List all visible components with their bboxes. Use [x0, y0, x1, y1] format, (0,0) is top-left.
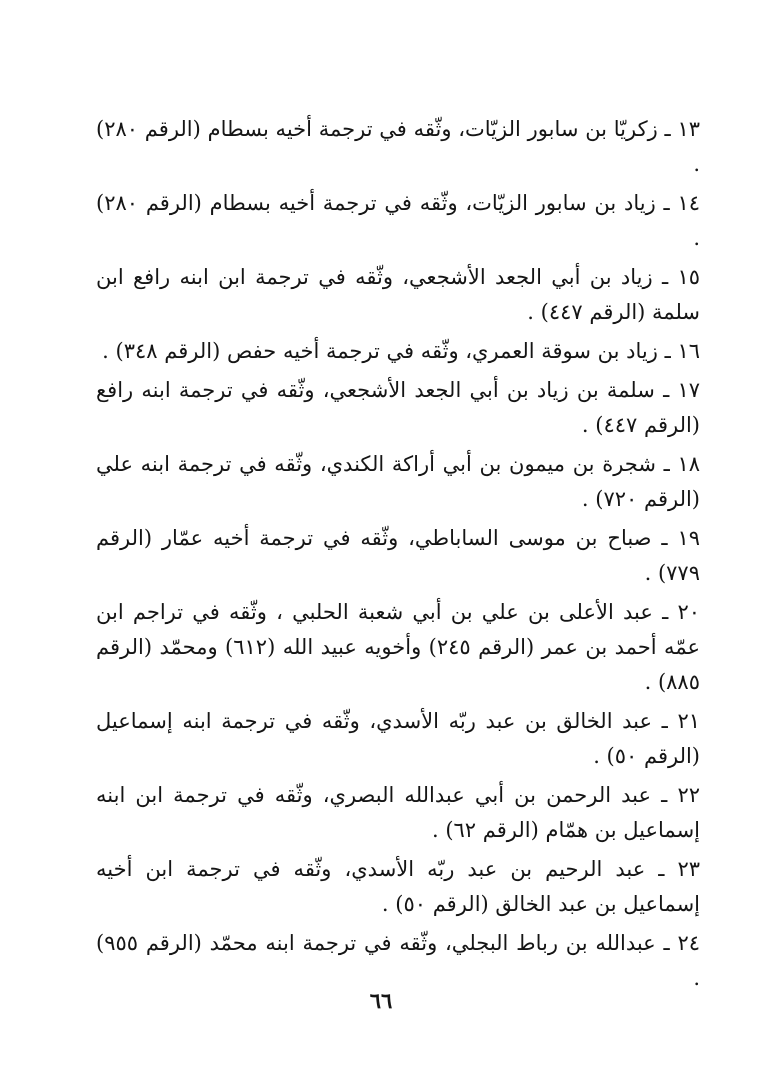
entry-23: ٢٣ ـ عبد الرحيم بن عبد ربّه الأسدي، وثّقه في ترجمة ابن أخيه إسماعيل بن عبد الخالق (الرقم ٥٠) . [96, 857, 700, 916]
entry-16: ١٦ ـ زياد بن سوقة العمري، وثّقه في ترجمة أخيه حفص (الرقم ٣٤٨) . [102, 339, 700, 363]
entry-19: ١٩ ـ صباح بن موسى الساباطي، وثّقه في ترجمة أخيه عمّار (الرقم ٧٧٩) . [96, 526, 700, 585]
entries-list [96, 112, 700, 1000]
entry-18: ١٨ ـ شجرة بن ميمون بن أبي أراكة الكندي، وثّقه في ترجمة ابنه علي (الرقم ٧٢٠) . [96, 452, 700, 511]
entry-15: ١٥ ـ زياد بن أبي الجعد الأشجعي، وثّقه في ترجمة ابن ابنه رافع ابن سلمة (الرقم ٤٤٧) . [96, 265, 700, 324]
entry-14: ١٤ ـ زياد بن سابور الزيّات، وثّقه في ترجمة أخيه بسطام (الرقم ٢٨٠) . [96, 191, 700, 250]
entry-20: ٢٠ ـ عبد الأعلى بن علي بن أبي شعبة الحلبي ، وثّقه في تراجم ابن عمّه أحمد بن عمر (الرقم ٢٤٥) وأخويه عبيد الله (٦١٢) ومحمّد (الرقم ٨٨٥) . [96, 600, 700, 694]
entry-22: ٢٢ ـ عبد الرحمن بن أبي عبدالله البصري، وثّقه في ترجمة ابن ابنه إسماعيل بن همّام (الرقم ٦٢) . [96, 783, 700, 842]
entry-24: ٢٤ ـ عبدالله بن رباط البجلي، وثّقه في ترجمة ابنه محمّد (الرقم ٩٥٥) . [96, 931, 700, 990]
entry-13: ١٣ ـ زكريّا بن سابور الزيّات، وثّقه في ترجمة أخيه بسطام (الرقم ٢٨٠) . [96, 117, 700, 176]
entry-17: ١٧ ـ سلمة بن زياد بن أبي الجعد الأشجعي، وثّقه في ترجمة ابنه رافع (الرقم ٤٤٧) . [96, 378, 700, 437]
entry-21: ٢١ ـ عبد الخالق بن عبد ربّه الأسدي، وثّقه في ترجمة ابنه إسماعيل (الرقم ٥٠) . [96, 709, 700, 768]
page-number: ٦٦ [369, 988, 393, 1013]
